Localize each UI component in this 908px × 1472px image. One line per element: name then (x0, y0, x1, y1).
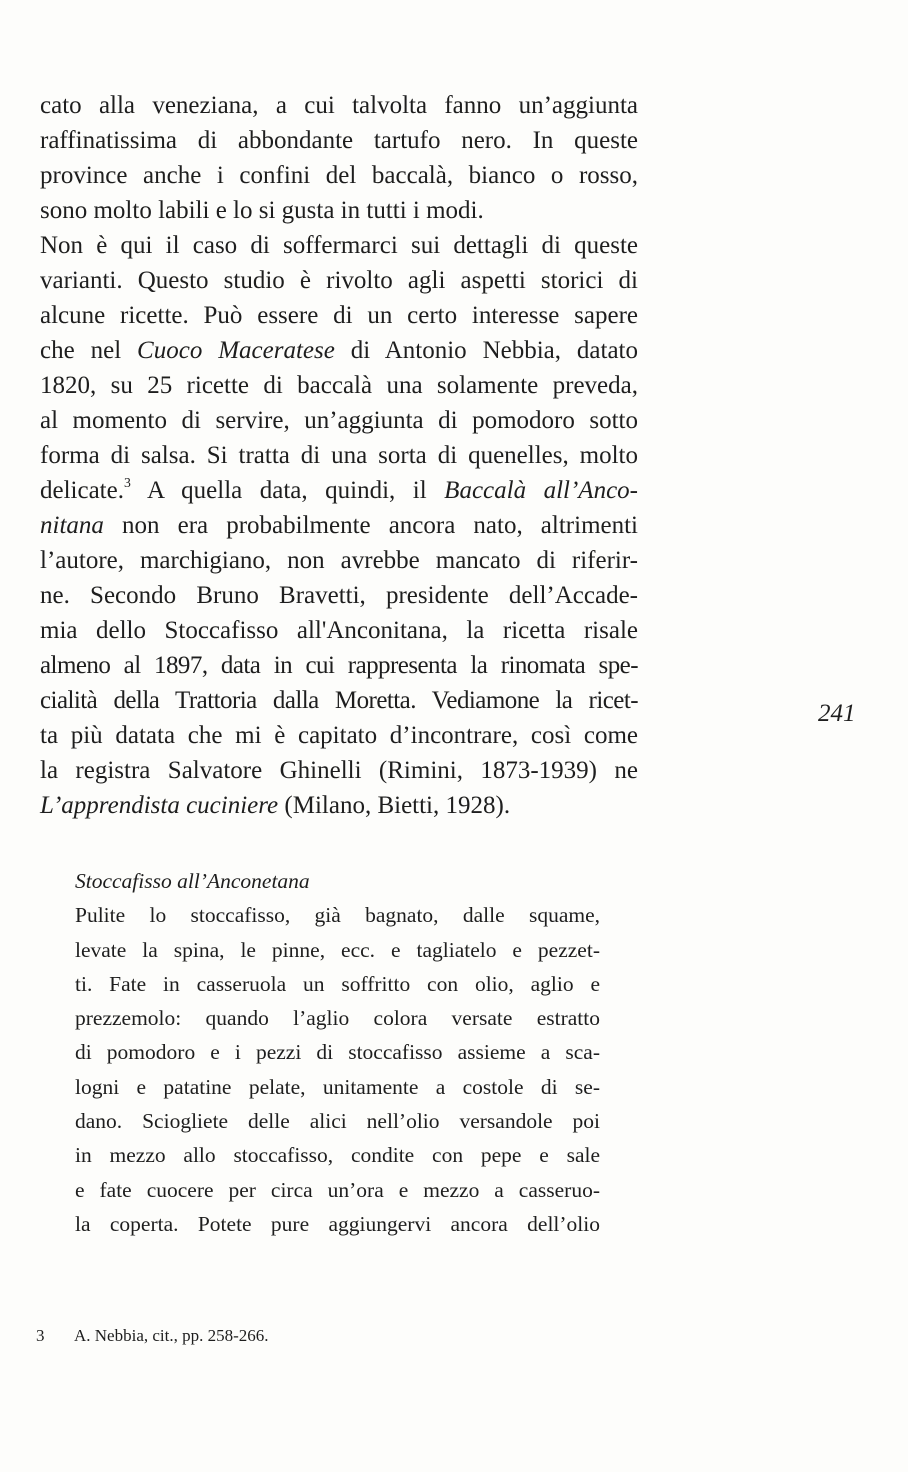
recipe-line: logni e patatine pelate, unitamente a costole di se- (75, 1074, 600, 1099)
footnote-reference: 3 (123, 475, 131, 490)
main-text-block (40, 88, 638, 823)
text-fragment: non era probabilmente ancora nato, altrimenti (103, 512, 638, 539)
text-line: cato alla veneziana, a cui talvolta fanno un’aggiunta (40, 92, 638, 119)
text-line: ne. Secondo Bruno Bravetti, presidente dell’Accade- (40, 582, 638, 609)
recipe-line: la coperta. Potete pure aggiungervi ancora dell’olio (75, 1211, 600, 1236)
recipe-block (75, 864, 600, 1241)
text-line: la registra Salvatore Ghinelli (Rimini, 1873-1939) ne (40, 757, 638, 784)
text-fragment: A quella data, quindi, il (130, 477, 445, 504)
text-line: l’autore, marchigiano, non avrebbe mancato di riferir- (40, 547, 638, 574)
recipe-line: dano. Sciogliete delle alici nell’olio versandole poi (75, 1109, 600, 1134)
recipe-line: Pulite lo stoccafisso, già bagnato, dalle squame, (75, 903, 600, 928)
text-line: raffinatissima di abbondante tartufo nero. In queste (40, 127, 638, 154)
footnote (36, 1326, 269, 1346)
recipe-title: Stoccafisso all’Anconetana (75, 869, 310, 893)
dish-name: nitana (40, 512, 104, 539)
dish-name: Baccalà all’Anco- (444, 477, 638, 504)
recipe-line: prezzemolo: quando l’aglio colora versate estratto (75, 1006, 600, 1031)
text-line (40, 473, 638, 508)
text-line: forma di salsa. Si tratta di una sorta di quenelles, molto (40, 442, 638, 469)
recipe-line: di pomodoro e i pezzi di stoccafisso assieme a sca- (75, 1040, 600, 1065)
text-line: al momento di servire, un’aggiunta di pomodoro sotto (40, 407, 638, 434)
text-line: cialità della Trattoria dalla Moretta. Vediamone la ricet- (40, 687, 638, 714)
text-line: sono molto labili e lo si gusta in tutti i modi. (40, 197, 484, 224)
book-title: L’apprendista cuciniere (40, 792, 279, 819)
footnote-number: 3 (36, 1326, 45, 1345)
recipe-line: in mezzo allo stoccafisso, condite con pepe e sale (75, 1143, 600, 1168)
text-line: Non è qui il caso di soffermarci sui dettagli di queste (40, 232, 638, 259)
text-line (40, 508, 638, 543)
text-line (40, 788, 638, 823)
recipe-line: levate la spina, le pinne, ecc. e tagliatelo e pezzet- (75, 937, 600, 962)
text-fragment: che nel (40, 337, 138, 364)
text-line: 1820, su 25 ricette di baccalà una solamente preveda, (40, 372, 638, 399)
text-line (40, 333, 638, 368)
text-line: ta più datata che mi è capitato d’incontrare, così come (40, 722, 638, 749)
recipe-line: ti. Fate in casseruola un soffritto con olio, aglio e (75, 971, 600, 996)
text-fragment: delicate. (40, 477, 124, 504)
text-fragment: (Milano, Bietti, 1928). (278, 792, 511, 819)
text-fragment: di Antonio Nebbia, datato (334, 337, 638, 364)
page-number: 241 (818, 700, 856, 727)
text-line: varianti. Questo studio è rivolto agli aspetti storici di (40, 267, 638, 294)
text-line: mia dello Stoccafisso all'Anconitana, la ricetta risale (40, 617, 638, 644)
book-title: Cuoco Maceratese (137, 337, 335, 364)
text-line: almeno al 1897, data in cui rappresenta la rinomata spe- (40, 652, 638, 679)
text-line: alcune ricette. Può essere di un certo interesse sapere (40, 302, 638, 329)
text-line: province anche i confini del baccalà, bianco o rosso, (40, 162, 638, 189)
footnote-text: A. Nebbia, cit., pp. 258-266. (74, 1326, 269, 1345)
recipe-line: e fate cuocere per circa un’ora e mezzo a casseruo- (75, 1177, 600, 1202)
